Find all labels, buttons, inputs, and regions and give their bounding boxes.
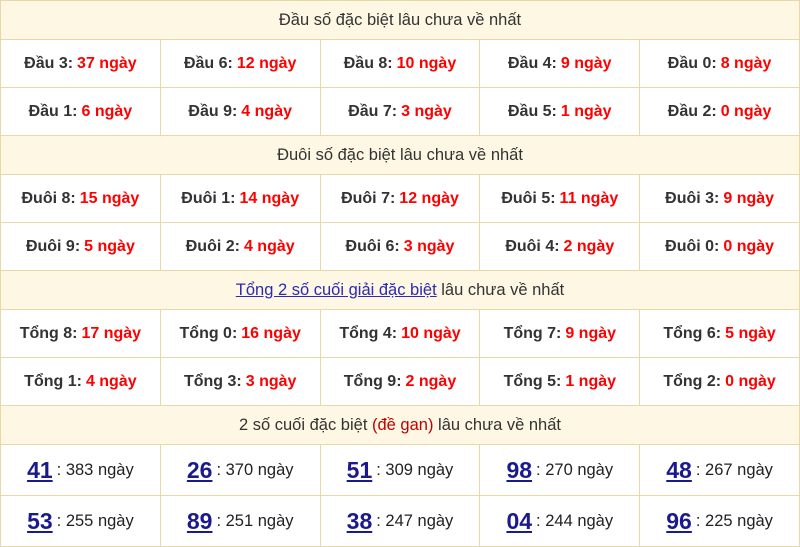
table-row: [1, 310, 800, 358]
pair-number[interactable]: 48: [666, 456, 692, 483]
stat-label: Đuôi 7:: [341, 189, 396, 207]
table-row: [1, 496, 800, 547]
stat-label: Tổng 1:: [24, 372, 82, 390]
stat-value: 6 ngày: [81, 102, 133, 120]
stat-label: Tổng 9:: [343, 372, 402, 390]
stat-value: 0 ngày: [720, 102, 772, 120]
stat-value: 9 ngày: [723, 189, 775, 207]
stat-cell-dau-3: [1, 40, 161, 88]
stat-value: 8 ngày: [720, 54, 772, 72]
stat-cell-tong-3: [160, 358, 320, 406]
section-header-de-gan: [1, 406, 800, 445]
stat-value: 9 ngày: [565, 324, 617, 342]
stat-value: 5 ngày: [84, 237, 135, 255]
section-title-suffix: lâu chưa về nhất: [433, 415, 561, 434]
pair-cell-04: [480, 496, 640, 547]
section-title-duoi: Đuôi số đặc biệt lâu chưa về nhất: [1, 136, 800, 175]
stat-label: Tổng 0:: [179, 324, 238, 342]
stat-label: Đầu 8:: [343, 54, 393, 72]
stat-cell-tong-7: [480, 310, 640, 358]
stat-label: Đuôi 9:: [25, 237, 81, 255]
stat-cell-duoi-7: [320, 175, 480, 223]
table-row: [1, 40, 800, 88]
pair-number[interactable]: 96: [666, 507, 692, 534]
stat-cell-duoi-5: [480, 175, 640, 223]
pair-cell-89: [160, 496, 320, 547]
stat-value: 17 ngày: [81, 324, 142, 342]
section-title-link[interactable]: Tổng 2 số cuối giải đặc biệt: [235, 280, 437, 299]
stat-value: 1 ngày: [565, 372, 617, 390]
stat-value: 4 ngày: [241, 102, 292, 120]
pair-cell-96: [640, 496, 800, 547]
stat-label: Đầu 4:: [507, 54, 557, 72]
stat-cell-tong-2: [640, 358, 800, 406]
stat-cell-dau-2: [640, 88, 800, 136]
pair-cell-38: [320, 496, 480, 547]
table-row: [1, 445, 800, 496]
section-title-de-gan: [1, 406, 800, 445]
pair-days: : 383 ngày: [56, 460, 134, 479]
stat-cell-duoi-9: [1, 223, 161, 271]
table-row: [1, 223, 800, 271]
stat-cell-tong-4: [320, 310, 480, 358]
stat-value: 10 ngày: [396, 54, 457, 72]
stat-value: 1 ngày: [560, 102, 612, 120]
stat-value: 16 ngày: [241, 324, 301, 342]
stat-label: Tổng 7:: [503, 324, 562, 342]
pair-cell-51: [320, 445, 480, 496]
stat-label: Đầu 0:: [667, 54, 717, 72]
stat-label: Tổng 2:: [663, 372, 722, 390]
section-title-dau: Đầu số đặc biệt lâu chưa về nhất: [1, 1, 800, 40]
stat-label: Đuôi 4:: [505, 237, 560, 255]
stat-value: 10 ngày: [401, 324, 461, 342]
stat-cell-duoi-8: [1, 175, 161, 223]
stat-cell-dau-1: [1, 88, 161, 136]
stat-label: Đuôi 1:: [181, 189, 236, 207]
stat-value: 3 ngày: [401, 102, 452, 120]
stat-value: 4 ngày: [85, 372, 137, 390]
stat-value: 3 ngày: [245, 372, 297, 390]
stat-value: 37 ngày: [77, 54, 137, 72]
stat-label: Đuôi 8:: [21, 189, 76, 207]
section-header-dau: [1, 1, 800, 40]
stat-cell-tong-8: [1, 310, 161, 358]
stat-value: 3 ngày: [403, 237, 455, 255]
stat-value: 2 ngày: [405, 372, 457, 390]
stat-cell-dau-0: [640, 40, 800, 88]
stat-cell-duoi-1: [160, 175, 320, 223]
stat-label: Đầu 6:: [183, 54, 233, 72]
pair-number[interactable]: 89: [186, 507, 213, 534]
stat-value: 15 ngày: [79, 189, 140, 207]
stat-cell-dau-4: [480, 40, 640, 88]
pair-days: : 244 ngày: [536, 511, 614, 530]
stat-label: Đuôi 2:: [185, 237, 240, 255]
stat-value: 5 ngày: [725, 324, 776, 342]
stat-cell-duoi-3: [640, 175, 800, 223]
table-row: [1, 175, 800, 223]
stat-cell-tong-6: [640, 310, 800, 358]
pair-days: : 267 ngày: [695, 460, 773, 479]
stat-cell-dau-7: [320, 88, 480, 136]
stat-value: 12 ngày: [399, 189, 459, 207]
stat-value: 12 ngày: [236, 54, 297, 72]
stat-cell-dau-9: [160, 88, 320, 136]
stat-cell-dau-6: [160, 40, 320, 88]
pair-days: : 247 ngày: [376, 511, 454, 530]
stat-value: 4 ngày: [243, 237, 295, 255]
pair-number[interactable]: 26: [186, 456, 213, 483]
pair-number[interactable]: 38: [346, 507, 373, 534]
stat-value: 9 ngày: [560, 54, 612, 72]
stat-label: Đầu 9:: [188, 102, 238, 120]
stat-value: 0 ngày: [725, 372, 776, 390]
stat-cell-dau-8: [320, 40, 480, 88]
pair-days: : 255 ngày: [56, 511, 134, 530]
section-header-tong: [1, 271, 800, 310]
stat-label: Đầu 3:: [24, 54, 74, 72]
pair-days: : 251 ngày: [216, 511, 294, 530]
stat-label: Đầu 5:: [507, 102, 557, 120]
stat-label: Đuôi 6:: [345, 237, 400, 255]
pair-number[interactable]: 51: [346, 456, 373, 483]
stat-value: 14 ngày: [239, 189, 300, 207]
pair-cell-98: [480, 445, 640, 496]
stat-label: Tổng 3:: [183, 372, 242, 390]
stat-cell-tong-5: [480, 358, 640, 406]
stat-cell-tong-0: [160, 310, 320, 358]
stat-label: Đuôi 3:: [665, 189, 720, 207]
section-title-prefix: 2 số cuối đặc biệt: [238, 415, 372, 434]
stat-label: Đuôi 5:: [501, 189, 556, 207]
stat-label: Tổng 5:: [503, 372, 562, 390]
pair-number[interactable]: 98: [506, 456, 533, 483]
stat-cell-tong-1: [1, 358, 161, 406]
pair-days: : 270 ngày: [536, 460, 614, 479]
pair-number[interactable]: 53: [27, 507, 53, 534]
section-header-duoi: [1, 136, 800, 175]
stat-cell-duoi-6: [320, 223, 480, 271]
pair-days: : 309 ngày: [376, 460, 454, 479]
stat-cell-duoi-4: [480, 223, 640, 271]
pair-cell-53: [1, 496, 161, 547]
stat-value: 11 ngày: [559, 189, 619, 207]
pair-cell-48: [640, 445, 800, 496]
table-row: [1, 88, 800, 136]
section-title-paren: (đề gan): [371, 415, 434, 434]
stat-label: Đuôi 0:: [665, 237, 720, 255]
stat-label: Đầu 1:: [28, 102, 78, 120]
stat-label: Tổng 4:: [339, 324, 398, 342]
stat-cell-tong-9: [320, 358, 480, 406]
pair-cell-41: [1, 445, 161, 496]
pair-days: : 225 ngày: [695, 511, 773, 530]
table-row: [1, 358, 800, 406]
pair-number[interactable]: 41: [27, 456, 53, 483]
pair-number[interactable]: 04: [506, 507, 533, 534]
stat-value: 0 ngày: [723, 237, 775, 255]
stat-label: Đầu 7:: [348, 102, 398, 120]
stat-value: 2 ngày: [563, 237, 615, 255]
pair-days: : 370 ngày: [216, 460, 294, 479]
section-title-tong: [1, 271, 800, 310]
stat-cell-duoi-0: [640, 223, 800, 271]
stat-cell-duoi-2: [160, 223, 320, 271]
stat-cell-dau-5: [480, 88, 640, 136]
stat-label: Tổng 8:: [19, 324, 78, 342]
stat-label: Đầu 2:: [667, 102, 717, 120]
stat-label: Tổng 6:: [663, 324, 722, 342]
section-title-rest: lâu chưa về nhất: [436, 280, 565, 299]
pair-cell-26: [160, 445, 320, 496]
